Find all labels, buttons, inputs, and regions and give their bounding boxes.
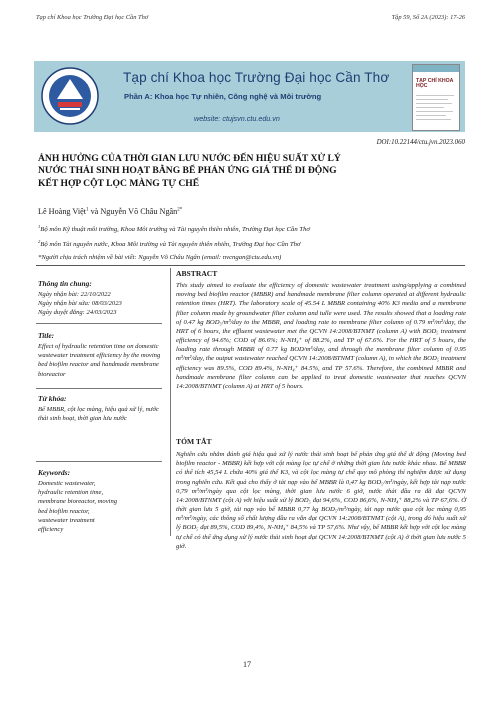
keywords-vi-heading: Từ khóa: [38,394,67,403]
keywords-en-heading: Keywords: [38,468,71,477]
aff-text: Bộ môn Kỹ thuật môi trường, Khoa Môi trường và Tài nguyên thiên nhiên, Trường Đại học Cần Thơ [40,226,310,234]
running-header-right: Tập 59, Số 2A (2023): 17-26 [391,14,465,21]
column-divider [170,268,171,536]
journal-title: Tạp chí Khoa học Trường Đại học Cần Thơ [123,70,390,85]
cover-text-line [416,115,446,116]
keyword: bed biofilm reactor, [38,507,90,515]
aff-sup: 1 [38,224,41,229]
cover-text-line [416,95,454,96]
keyword: wastewater treatment [38,516,95,524]
keyword: hydraulic retention time, [38,489,104,497]
keywords-vi-text: Bể MBBR, cột lọc màng, hiệu quả xử lý, nước thải sinh hoạt, thời gian lưu nước [38,406,159,423]
aff-text: Bộ môn Tài nguyên nước, Khoa Môi trường và Tài nguyên thiên nhiên, Trường Đại học Cần Thơ [40,241,301,249]
abstract-text: This study aimed to evaluate the efficiency of domestic wastewater treatment using/applying a combined moving bed biofilm reactor (MBBR) and handmade membrane filter column operated at different hydraulic retention times (HRT). The laboratory scale of 45.54 L MBBR containing 40% K3 media and a membrane filter column made by groundwater filter column and tulle were used. The results showed that a loading rate of 0.47 kg BOD₅/m³/day to the MBBR, and loading rate to membrane filter column of 0.79 m³/m²/day, the HRT of 6 hours, the effluent wastewater met the QCVN 14:2008/BTNMT (column A) with BOD₅ treatment efficiency of 94.6%; COD of 86.6%; N-NH₄⁺ of 88.2%, and TP of 67.6%. For the HRT of 5 hours, the loading rate through MBBR of 0.77 kg BOD/m³/day, and through the membrane filter column of 0.95 m³/m²/day, the output wastewater reached QCVN 14:2008/BTNMT (column A), in which the BOD₅ treatment efficiency was 89.5%, COD 89.4%, N-NH₄⁺ 84.5%, and TP 57.6%. Therefore, the combined MBBR and handmade membrane filter column can be applied to treat domestic wastewater that reaches QCVN 14:2008/BTNMT (column A) at HRT of 5 hours. [176,282,466,390]
english-title-text: Effect of hydraulic retention time on domestic wastewater treatment efficiency by the moving bed biofilm reactor and handmade membrane bioreactor [38,343,161,378]
author-sup: 1 [86,207,89,213]
keyword: Domestic wastewater, [38,480,96,488]
keywords-vi-box [38,394,162,423]
date-revised: Ngày nhận bài sửa: 08/03/2023 [38,300,122,308]
cover-text-line [416,107,444,108]
keywords-en-box [38,468,162,534]
title-line: ẢNH HƯỞNG CỦA THỜI GIAN LƯU NƯỚC ĐẾN HIỆU SUẤT XỬ LÝ [38,153,341,164]
keyword: efficiency [38,525,64,533]
title-line: NƯỚC THẢI SINH HOẠT BẰNG BỂ PHẢN ỨNG GIÁ THỂ DI ĐỘNG [38,165,337,177]
cover-header-bar [413,65,459,72]
sidebar-divider [36,388,162,389]
abstract-heading: ABSTRACT [176,269,218,278]
doi[interactable]: DOI:10.22144/ctu.jvn.2023.060 [376,139,465,146]
date-accepted: Ngày duyệt đăng: 24/03/2023 [38,309,117,317]
sidebar-divider [36,323,162,324]
running-header-left: Tạp chí Khoa học Trường Đại học Cần Thơ [36,14,149,21]
article-title [38,153,464,190]
title-line: KẾT HỢP CỘT LỌC MÀNG TỰ CHẾ [38,177,200,189]
journal-cover-thumbnail [412,64,460,131]
tom-tat-heading: TÓM TẮT [176,437,212,446]
author-conj: và [88,207,101,216]
authors [38,207,182,216]
keyword: membrane bioreactor, moving [38,498,118,506]
date-received: Ngày nhận bài: 22/10/2022 [38,291,111,299]
journal-section: Phần A: Khoa học Tự nhiên, Công nghệ và Môi trường [124,92,322,101]
cover-text-line [416,103,452,104]
journal-website[interactable]: website: ctujsvn.ctu.edu.vn [194,114,280,123]
page-number: 17 [243,660,251,669]
corresponding-author: *Người chịu trách nhiệm về bài viết: Nguyễn Võ Châu Ngân (email: nvcngan@ctu.edu.vn) [38,254,282,261]
affiliation-2 [38,239,301,248]
sidebar-divider [36,461,162,462]
english-title-heading: Title: [38,331,55,340]
author-name: Lê Hoàng Việt [38,207,87,216]
cover-title: TẠP CHÍ KHOA HỌC [416,78,454,90]
english-title-box [38,331,162,379]
divider [36,265,465,266]
author-name: Nguyễn Võ Châu Ngân [100,207,178,216]
article-info-heading: Thông tin chung: [38,279,92,288]
tom-tat-text: Nghiên cứu nhằm đánh giá hiệu quả xử lý nước thải sinh hoạt bể phản ứng giá thể di động (Moving bed biofilm reactor - MBBR) kết hợp với cột màng lọc tự chế ở những thời gian lưu nước khác nhau. Bể MBBR có thể tích 45,54 L chứa 40% giá thể K3, và cột lọc màng tự chế quy mô phòng thí nghiệm được sử dụng trong nghiên cứu. Kết quả cho thấy ở tải nạp vào bể MBBR là 0,47 kg BOD₅/m³/ngày, kết hợp tải nạp nước 0,79 m³/m²/ngày qua cột lọc màng, thời gian lưu nước 6 giờ, nước thải đầu ra đã đạt QCVN 14:2008/BTNMT (cột A) với hiệu suất xử lý BOD₅ đạt 94,6%, COD 86,6%, N-NH₄⁺ 88,2% và TP 67,6%. Ở thời gian lưu 5 giờ, tải nạp vào bể MBBR 0,77 kg BOD₅/m³/ngày, tải nạp nước qua cột lọc màng 0,95 m³/m²/ngày, các thông số chất lượng đầu ra vẫn đạt QCVN 14:2008/BTNMT (cột A), trong đó hiệu suất xử lý BOD₅ đạt 89,5%, COD 89,4%, N-NH₄⁺ 84,5% và TP 57,6%. Như vậy, bể MBBR kết hợp với cột lọc màng tự chế có thể ứng dụng xử lý nước thải sinh hoạt đạt QCVN 14:2008/BTNMT (cột A) ở thời gian lưu nước 5 giờ. [176,451,466,550]
aff-sup: 2 [38,239,41,244]
cover-text-line [416,119,451,120]
author-sup: 2* [177,207,183,213]
article-info [38,279,162,318]
cover-text-line [416,111,453,112]
affiliation-1 [38,224,310,233]
cover-text-line [416,99,448,100]
university-logo [40,66,100,126]
